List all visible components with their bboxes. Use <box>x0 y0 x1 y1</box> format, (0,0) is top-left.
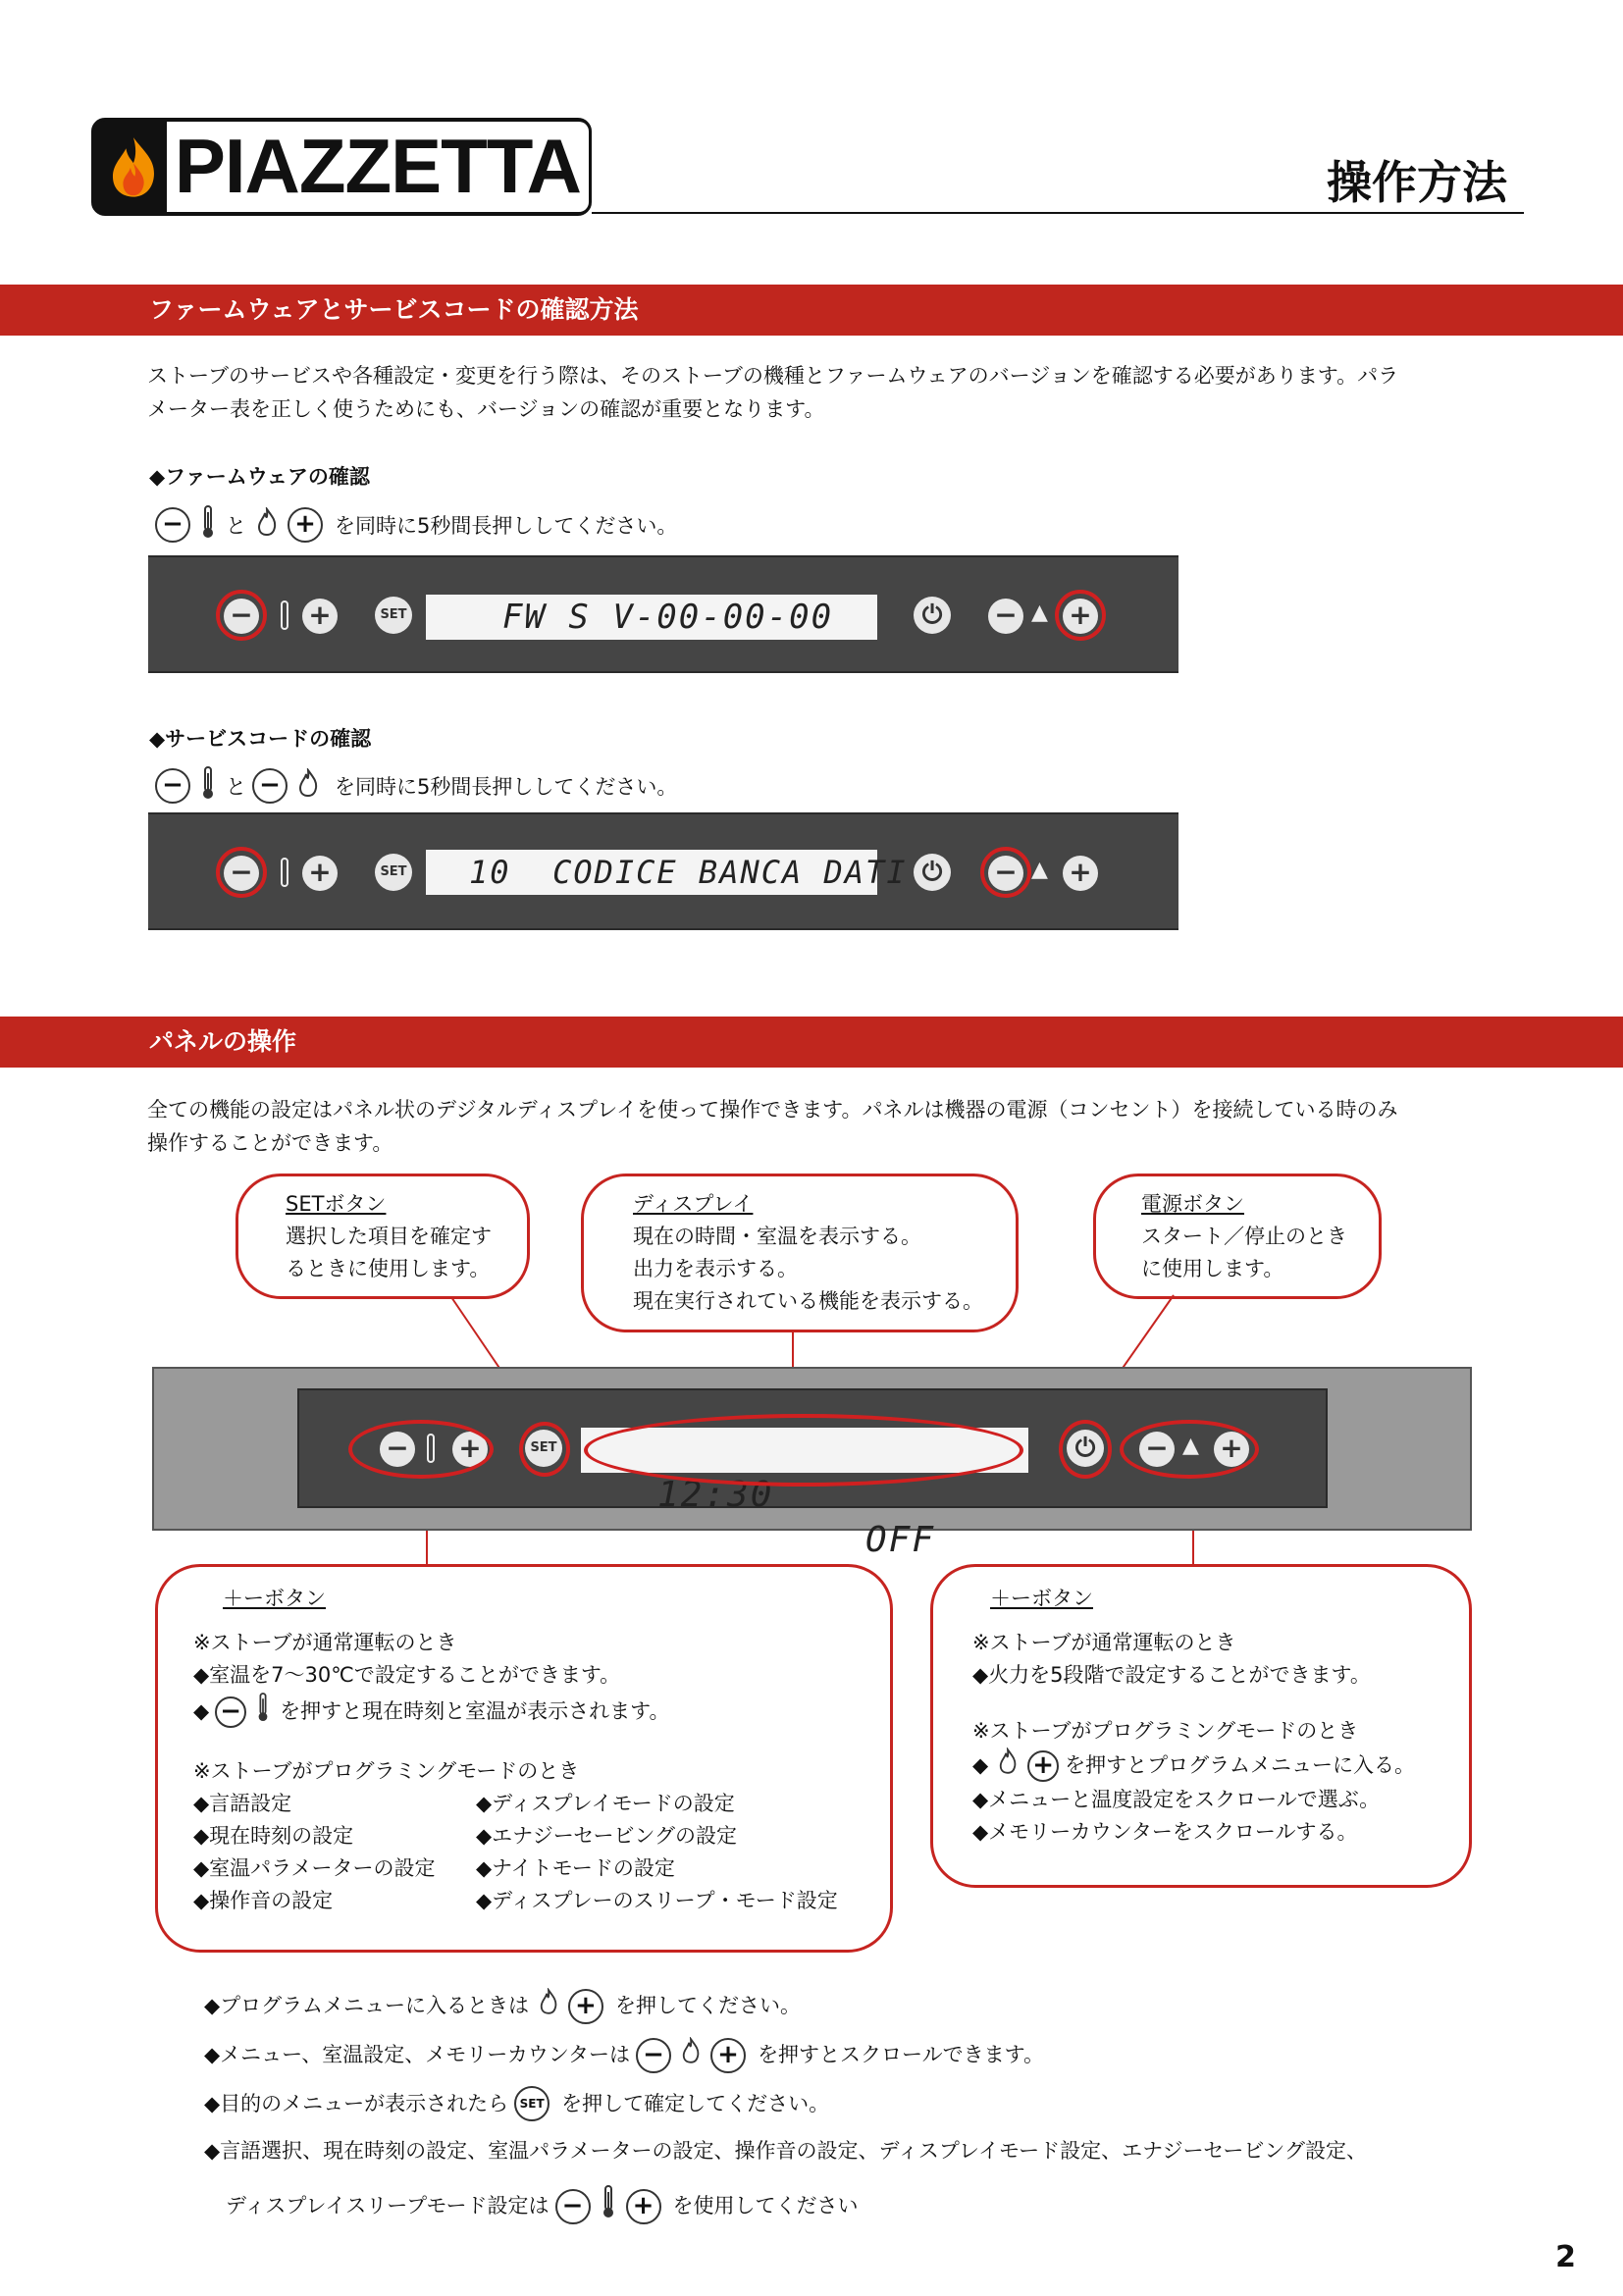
plus-button[interactable]: + <box>1063 856 1098 891</box>
power-button[interactable]: ⏻ <box>914 854 951 891</box>
thermometer-icon <box>281 600 288 630</box>
plus-icon: + <box>568 1989 603 2024</box>
instruction-text: を同時に5秒間長押ししてください。 <box>335 514 678 538</box>
instruction-text: を押してください。 <box>614 1994 801 2017</box>
intro-line: メーター表を正しく使うためにも、バージョンの確認が重要となります。 <box>147 397 825 421</box>
page-title: 操作方法 <box>1327 156 1507 209</box>
option-item: ◆現在時刻の設定 <box>193 1824 354 1848</box>
plus-icon: + <box>710 2038 746 2073</box>
bottom-instruction-5 <box>226 2184 859 2228</box>
callout-text: るときに使用します。 <box>286 1257 491 1280</box>
logo-text: PIAZZETTA <box>167 122 589 212</box>
bullet: ◆ <box>972 1753 989 1777</box>
power-button-callout <box>1093 1174 1382 1299</box>
flame-icon <box>256 507 278 543</box>
set-button[interactable]: SET <box>375 854 412 891</box>
callout-text: 現在実行されている機能を表示する。 <box>633 1289 983 1313</box>
instruction-text: を押して確定してください。 <box>561 2091 830 2115</box>
highlight-ring <box>216 590 267 641</box>
thermometer-icon <box>200 504 216 546</box>
intro-line: 操作することができます。 <box>147 1131 393 1155</box>
flame-icon: ▲ <box>1182 1434 1199 1458</box>
callout-text: ◆室温を7〜30℃で設定することができます。 <box>193 1663 621 1687</box>
service-code-instruction <box>155 765 677 807</box>
minus-icon: − <box>155 768 190 804</box>
option-item: ◆ディスプレーのスリープ・モード設定 <box>476 1889 838 1912</box>
callout-text: を押すとプログラムメニューに入る。 <box>1065 1753 1415 1777</box>
minus-icon: − <box>636 2038 671 2073</box>
bottom-instruction-2 <box>204 2037 1044 2073</box>
service-code-panel <box>148 812 1178 930</box>
and-text: と <box>226 514 246 538</box>
callout-title: 電源ボタン <box>1141 1192 1244 1216</box>
lcd-state: OFF <box>865 1520 936 1560</box>
instruction-text: ◆メニュー、室温設定、メモリーカウンターは <box>204 2043 631 2066</box>
piazzetta-logo <box>91 118 592 216</box>
callout-text: ※ストーブがプログラミングモードのとき <box>972 1719 1359 1743</box>
power-button[interactable]: ⏻ <box>1067 1430 1104 1467</box>
set-icon: SET <box>514 2086 550 2121</box>
highlight-ring <box>1120 1420 1259 1479</box>
option-item: ◆ナイトモードの設定 <box>476 1856 675 1880</box>
highlight-ring <box>584 1414 1023 1487</box>
power-level-buttons-callout <box>930 1564 1472 1888</box>
power-button[interactable]: ⏻ <box>914 597 951 634</box>
callout-text: 出力を表示する。 <box>633 1257 798 1280</box>
header-divider <box>592 212 1524 214</box>
and-text: と <box>226 775 246 799</box>
bullet: ◆ <box>193 1699 210 1723</box>
callout-title: ＋ーボタン <box>990 1587 1093 1610</box>
option-item: ◆ディスプレイモードの設定 <box>476 1792 735 1815</box>
service-code-heading: ◆サービスコードの確認 <box>149 727 372 751</box>
intro-text-2 <box>147 1093 1492 1160</box>
options-column-1 <box>193 1788 476 1917</box>
minus-icon: − <box>555 2189 591 2224</box>
bottom-instruction-4: ◆言語選択、現在時刻の設定、室温パラメーターの設定、操作音の設定、ディスプレイモード設定、エナジーセービング設定、 <box>204 2139 1368 2163</box>
minus-icon: − <box>215 1696 246 1728</box>
minus-button[interactable]: − <box>224 856 259 891</box>
highlight-ring <box>1059 1420 1112 1479</box>
instruction-text: を押すとスクロールできます。 <box>758 2043 1044 2066</box>
option-item: ◆エナジーセービングの設定 <box>476 1824 738 1848</box>
callout-text: ◆メモリーカウンターをスクロールする。 <box>972 1820 1358 1844</box>
minus-button[interactable]: − <box>224 599 259 634</box>
thermometer-icon <box>200 765 216 807</box>
callout-text-row <box>193 1692 890 1732</box>
flame-icon <box>998 1748 1018 1784</box>
temperature-buttons-callout <box>155 1564 893 1953</box>
callout-text: スタート／停止のとき <box>1141 1225 1347 1248</box>
set-button-callout <box>236 1174 530 1299</box>
plus-icon: + <box>288 507 323 543</box>
thermometer-icon <box>601 2184 616 2228</box>
callout-text: を押すと現在時刻と室温が表示されます。 <box>280 1699 670 1723</box>
flame-icon <box>539 1988 558 2024</box>
intro-line: ストーブのサービスや各種設定・変更を行う際は、そのストーブの機種とファームウェアのバージョンを確認する必要があります。パラ <box>147 364 1399 388</box>
minus-button[interactable]: − <box>988 856 1023 891</box>
set-button[interactable]: SET <box>525 1430 562 1467</box>
instruction-text: ◆プログラムメニューに入るときは <box>204 1994 529 2017</box>
callout-text: 現在の時間・室温を表示する。 <box>633 1225 921 1248</box>
instruction-text: を使用してください <box>672 2194 859 2218</box>
firmware-instruction <box>155 504 677 546</box>
callout-title: ディスプレイ <box>633 1192 754 1216</box>
minus-button[interactable]: − <box>988 599 1023 634</box>
callout-text-row <box>972 1748 1469 1784</box>
callout-text: ※ストーブが通常運転のとき <box>193 1631 457 1654</box>
flame-icon: ▲ <box>1031 600 1048 625</box>
flame-logo-icon <box>104 121 163 213</box>
firmware-panel <box>148 555 1178 673</box>
intro-line: 全ての機能の設定はパネル状のデジタルディスプレイを使って操作できます。パネルは機器の電源（コンセント）を接続している時のみ <box>147 1098 1398 1122</box>
callout-title: SETボタン <box>286 1192 387 1216</box>
callout-title: ＋ーボタン <box>223 1587 326 1610</box>
bottom-instruction-1 <box>204 1988 801 2024</box>
plus-button[interactable]: + <box>1214 1432 1249 1467</box>
option-item: ◆室温パラメーターの設定 <box>193 1856 436 1880</box>
section-heading-panel: パネルの操作 <box>0 1017 1623 1068</box>
minus-button[interactable]: − <box>1139 1432 1175 1467</box>
plus-button[interactable]: + <box>1063 599 1098 634</box>
control-panel <box>297 1388 1328 1560</box>
programming-options <box>193 1788 890 1917</box>
highlight-ring <box>1055 590 1106 641</box>
callout-text: ※ストーブが通常運転のとき <box>972 1631 1236 1654</box>
instruction-text: ディスプレイスリープモード設定は <box>226 2194 550 2218</box>
set-button[interactable]: SET <box>375 597 412 634</box>
plus-button[interactable]: + <box>302 599 338 634</box>
highlight-ring <box>519 1422 570 1477</box>
minus-icon: − <box>155 507 190 543</box>
display-callout <box>581 1174 1019 1332</box>
minus-button[interactable]: − <box>380 1432 415 1467</box>
callout-text: ◆メニューと温度設定をスクロールで選ぶ。 <box>972 1788 1381 1811</box>
option-item: ◆操作音の設定 <box>193 1889 334 1912</box>
flame-icon <box>297 768 319 804</box>
instruction-text: を同時に5秒間長押ししてください。 <box>335 775 678 799</box>
flame-icon <box>681 2037 701 2073</box>
flame-icon: ▲ <box>1031 858 1048 882</box>
instruction-text: ◆目的のメニューが表示されたら <box>204 2091 509 2115</box>
page-number: 2 <box>1555 2240 1576 2274</box>
highlight-ring <box>348 1420 494 1479</box>
callout-text: に使用します。 <box>1141 1257 1284 1280</box>
options-column-2 <box>476 1788 838 1917</box>
lcd-display: 10 CODICE BANCA DATI <box>426 850 877 895</box>
firmware-heading: ◆ファームウェアの確認 <box>149 465 370 489</box>
plus-icon: + <box>626 2189 661 2224</box>
intro-text-1 <box>147 359 1492 426</box>
callout-text: 選択した項目を確定す <box>286 1225 492 1248</box>
lcd-display: FW S V-00-00-00 <box>426 595 877 640</box>
option-item: ◆言語設定 <box>193 1792 292 1815</box>
plus-button[interactable]: + <box>302 856 338 891</box>
plus-icon: + <box>1027 1750 1059 1782</box>
plus-button[interactable]: + <box>452 1432 488 1467</box>
callout-text: ※ストーブがプログラミングモードのとき <box>193 1759 580 1783</box>
thermometer-icon <box>281 858 288 887</box>
minus-icon: − <box>252 768 288 804</box>
thermometer-icon <box>256 1692 270 1732</box>
section-heading-firmware: ファームウェアとサービスコードの確認方法 <box>0 285 1623 336</box>
highlight-ring <box>216 847 267 898</box>
lcd-time: 12:30 <box>657 1475 774 1515</box>
control-panel-frame <box>152 1367 1472 1560</box>
callout-text: ◆火力を5段階で設定することができます。 <box>972 1663 1371 1687</box>
bottom-instruction-3 <box>204 2086 829 2121</box>
highlight-ring <box>980 847 1031 898</box>
